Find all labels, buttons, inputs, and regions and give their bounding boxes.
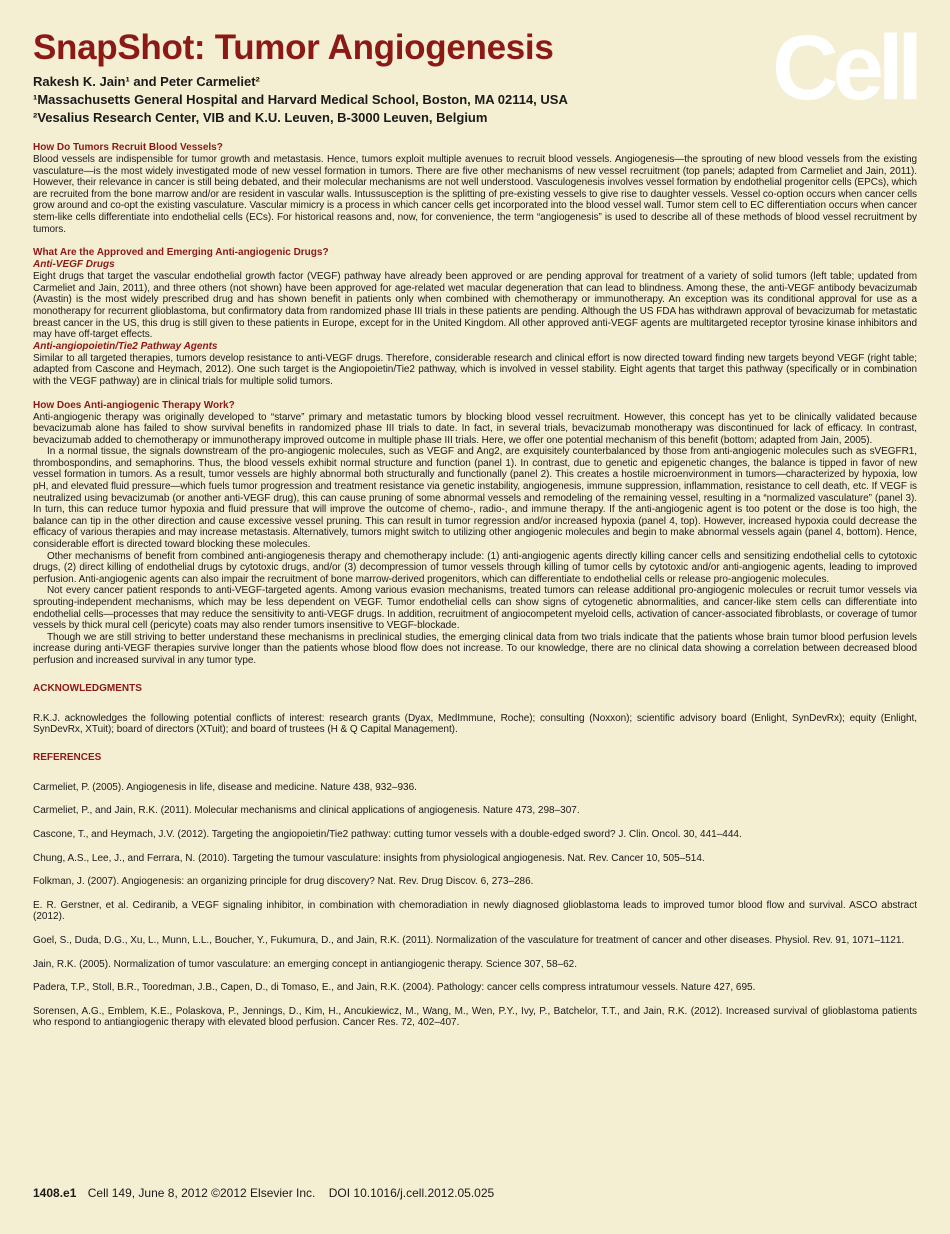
paragraph: Other mechanisms of benefit from combined anti-angiogenesis therapy and chemotherapy include: (1) anti-angiogenic agents directly killing cancer cells and sensitizing endothelial cells to cytotoxic drugs, (2) direct killing of endothelial drugs by cytotoxic drugs, and/or (3) decompression of tumor vessels through killing of tumor cells by cytotoxic and/or anti-angiogenic agents, leading to improved perfusion. Anti-angiogenic agents can also impair the recruitment of bone marrow-derived progenitors, which can differentiate to endothelial cells or release pro-angiogenic molecules.	[33, 550, 917, 585]
reference-item: Folkman, J. (2007). Angiogenesis: an organizing principle for drug discovery? Nat. Rev. Drug Discov. 6, 273–286.	[33, 876, 534, 888]
reference-list	[33, 782, 917, 1029]
reference-item: Cascone, T., and Heymach, J.V. (2012). Targeting the angiopoietin/Tie2 pathway: cutting tumor vessels with a double-edged sword? J. Clin. Oncol. 30, 441–444.	[33, 828, 742, 840]
section-heading: REFERENCES	[33, 751, 102, 763]
reference-item: Goel, S., Duda, D.G., Xu, L., Munn, L.L., Boucher, Y., Fukumura, D., and Jain, R.K. (2011). Normalization of the vasculature for treatment of cancer and other diseases. Physiol. Rev. 91, 1071–1121.	[33, 934, 905, 946]
article	[33, 28, 917, 1041]
paragraph: Anti-angiogenic therapy was originally developed to “starve” primary and metastatic tumors by blocking blood vessel recruitment. However, this concept has yet to be clinically validated because bevacizumab alone has failed to show survival benefits in randomized phase III trials to date. In fact, in several trials, bevacizumab monotherapy was discontinued for lack of efficacy. In contrast, bevacizumab added to chemotherapy or immunotherapy improved outcome in multiple phase III trials. Here, we offer one potential mechanism of this benefit (bottom; adapted from Jain, 2005).	[33, 411, 917, 446]
subsection-heading: Anti-VEGF Drugs	[33, 259, 115, 271]
section-drugs	[33, 247, 917, 387]
paragraph: Eight drugs that target the vascular endothelial growth factor (VEGF) pathway have already been approved or are pending approval for treatment of a variety of solid tumors (left table; updated from Carmeliet and Jain, 2011), and three others (not shown) have been approved for age-related wet macular degeneration that can lead to blindness. Among these, the anti-VEGF antibody bevacizumab (Avastin) is the most widely prescribed drug and has shown benefit in patients only when combined with chemotherapy or immunotherapy. An exception was its conditional approval for use as a monotherapy for recurrent glioblastoma, but confirmatory data from randomized phase III trials in these patients are pending. Although the US FDA has withdrawn approval of bevacizumab for metastatic breast cancer in the US, this drug is still given to these patients in Europe, except for in the United Kingdom. All other approved anti-VEGF agents are multitargeted receptor tyrosine kinase inhibitors and may have off-target effects.	[33, 271, 917, 341]
journal-logo: Cell	[772, 17, 917, 119]
page-title: SnapShot: Tumor Angiogenesis	[33, 28, 554, 67]
paragraph: Though we are still striving to better understand these mechanisms in preclinical studies, the emerging clinical data from two trials indicate that the patients whose brain tumor blood perfusion levels increase during anti-VEGF therapies survive longer than the patients whose blood flow does not increase. To our knowledge, there are no clinical data showing a correlation between decreased blood perfusion and increased survival in any tumor type.	[33, 631, 917, 666]
paragraph: Similar to all targeted therapies, tumors develop resistance to anti-VEGF drugs. Therefore, considerable research and clinical effort is now directed toward finding new targets beyond VEGF (right table; adapted from Cascone and Heymach, 2012). One such target is the Angiopoietin/Tie2 pathway, which is involved in vessel stability. Eight agents that target this pathway (specifically or in combination with the VEGF pathway) are in clinical trials for multiple solid tumors.	[33, 352, 917, 387]
paragraph: Blood vessels are indispensible for tumor growth and metastasis. Hence, tumors exploit multiple avenues to recruit blood vessels. Angiogenesis—the sprouting of new blood vessels from the existing vasculature—is the most widely investigated mode of new vessel formation in tumors. There are five other mechanisms of new vessel recruitment (top panels; adapted from Carmeliet and Jain, 2011). However, their relevance in cancer is still being debated, and their molecular mechanisms are not well understood. Vasculogenesis involves vessel formation by endothelial progenitor cells (EPCs), which are recruited from the bone marrow and/or are resident in vascular walls. Intussusception is the splitting of pre-existing vessels to give rise to daughter vessels. Vessel co-option occurs when cancer cells grow around and co-opt the existing vasculature. Vascular mimicry is a process in which cancer cells get incorporated into the blood vessel wall. Tumor stem cell to EC differentiation occurs when cancer stem-like cells differentiate into endothelial cells (ECs). For historical reasons and, now, for convenience, the term “angiogenesis” is used to describe all of these methods of blood vessel recruitment by tumors.	[33, 154, 917, 235]
section-heading: What Are the Approved and Emerging Anti-angiogenic Drugs?	[33, 247, 329, 259]
paragraph: Not every cancer patient responds to anti-VEGF-targeted agents. Among various evasion mechanisms, treated tumors can release additional pro-angiogenic molecules or recruit tumor vessels via sprouting-independent mechanisms, which may be less dependent on VEGF. Tumor endothelial cells can show signs of cytogenetic abnormalities, and cancer-like stem cells can differentiate into endothelial cells—processes that may reduce the sensitivity to anti-VEGF drugs. In addition, recruitment of angiocompetent myeloid cells, activation of cancer-associated fibroblasts, or coverage of tumor vessels by thick mural cell (pericyte) coats may also render tumors insensitive to VEGF-blockade.	[33, 585, 917, 632]
section-references	[33, 752, 917, 1029]
doi: DOI 10.1016/j.cell.2012.05.025	[328, 1186, 495, 1200]
section-heading: ACKNOWLEDGMENTS	[33, 682, 142, 694]
section-heading: How Do Tumors Recruit Blood Vessels?	[33, 142, 223, 153]
reference-item: Carmeliet, P., and Jain, R.K. (2011). Molecular mechanisms and clinical applications of angiogenesis. Nature 473, 298–307.	[33, 805, 580, 817]
author-block	[33, 73, 917, 127]
subsection-heading: Anti-angiopoietin/Tie2 Pathway Agents	[33, 340, 218, 352]
reference-item: Carmeliet, P. (2005). Angiogenesis in life, disease and medicine. Nature 438, 932–936.	[33, 781, 417, 793]
reference-item: Jain, R.K. (2005). Normalization of tumor vasculature: an emerging concept in antiangiogenic therapy. Science 307, 58–62.	[33, 958, 578, 970]
section-acknowledgments	[33, 683, 917, 736]
paragraph: In a normal tissue, the signals downstream of the pro-angiogenic molecules, such as VEGF and Ang2, are exquisitely counterbalanced by those from anti-angiogenic molecules such as sVEGFR1, thrombospondins, and semaphorins. Thus, the blood vessels exhibit normal structure and function (panel 1). In contrast, due to genetic and epigenetic changes, the balance is tipped in favor of new vessel formation in tumors. As a result, tumor vessels are highly abnormal both structurally and functionally (panel 2). This creates a hostile microenvironment in tumors—characterized by hypoxia, low pH, and elevated fluid pressure—which fuels tumor progression and treatment resistance via genetic instability, angiogenesis, immune suppression, inflammation, resistance to cell death, etc. If VEGF is neutralized using bevacizumab (or another anti-VEGF drug), this can cause pruning of some abnormal vessels and remodeling of the remaining vessel, resulting in a “normalized vasculature” (panel 3). In turn, this can reduce tumor hypoxia and fluid pressure that will improve the outcome of chemo-, radio-, and immune therapy. If the anti-angiogenic agent is too potent or the dose is too high, the balance can tip in the other direction and cause excessive vessel pruning. This can result in tumor regression and/or increased hypoxia (panel 4, top). However, increased hypoxia could decrease the efficacy of various therapies and may increase metastasis. Alternatively, tumors might switch to utilizing other angiogenic molecules and begin to make abnormal vessels again (panel 4, bottom). Hence, considerable effort is directed toward blocking these molecules.	[33, 446, 917, 551]
page-number: 1408.e1	[33, 1186, 77, 1200]
paragraph: R.K.J. acknowledges the following potential conflicts of interest: research grants (Dyax, MedImmune, Roche); consulting (Noxxon); scientific advisory board (Enlight, SynDevRx); equity (Enlight, SynDevRx, XTuit); board of directors (XTuit); and board of trustees (H & Q Capital Management).	[33, 712, 917, 736]
section-heading: How Does Anti-angiogenic Therapy Work?	[33, 399, 235, 411]
authors: Rakesh K. Jain¹ and Peter Carmeliet²	[33, 74, 260, 89]
affiliation-1: ¹Massachusetts General Hospital and Harvard Medical School, Boston, MA 02114, USA	[33, 92, 568, 107]
affiliation-2: ²Vesalius Research Center, VIB and K.U. Leuven, B-3000 Leuven, Belgium	[33, 110, 488, 125]
reference-item: Padera, T.P., Stoll, B.R., Tooredman, J.B., Capen, D., di Tomaso, E., and Jain, R.K. (2004). Pathology: cancer cells compress intratumour vessels. Nature 427, 695.	[33, 982, 756, 994]
journal-citation: Cell 149, June 8, 2012 ©2012 Elsevier Inc.	[87, 1186, 316, 1200]
reference-item: Sorensen, A.G., Emblem, K.E., Polaskova, P., Jennings, D., Kim, H., Ancukiewicz, M., Wang, M., Wen, P.Y., Ivy, P., Batchelor, T.T., and Jain, R.K. (2012). Increased survival of glioblastoma patients who respond to antiangiogenic therapy with elevated blood perfusion. Cancer Res. 72, 402–407.	[33, 1005, 917, 1029]
section-recruit	[33, 142, 917, 235]
page-footer	[33, 1186, 494, 1200]
reference-item: Chung, A.S., Lee, J., and Ferrara, N. (2010). Targeting the tumour vasculature: insights from physiological angiogenesis. Nat. Rev. Cancer 10, 505–514.	[33, 852, 705, 864]
reference-item: E. R. Gerstner, et al. Cediranib, a VEGF signaling inhibitor, in combination with chemoradiation in newly diagnosed glioblastoma leads to improved tumor blood flow and survival. ASCO abstract (2012).	[33, 899, 917, 923]
section-therapy	[33, 400, 917, 667]
